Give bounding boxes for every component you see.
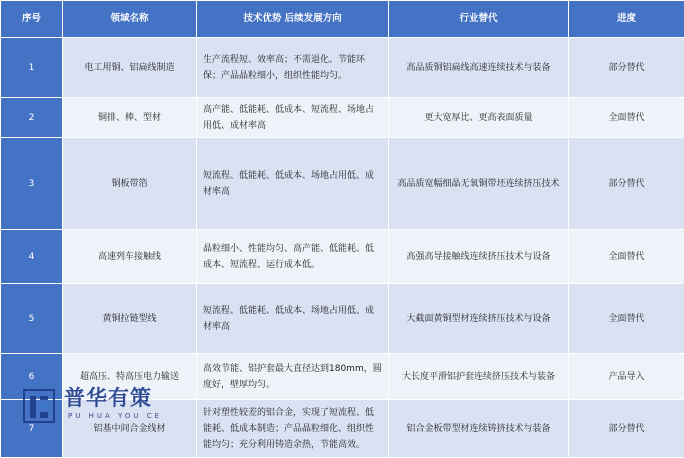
header-row: [1, 1, 684, 38]
row-progress: 部分替代: [569, 38, 684, 98]
row-advantage: 短流程、低能耗、低成本、场地占用低、成材率高: [197, 284, 389, 354]
row-progress: 全面替代: [569, 230, 684, 284]
header-replace: 行业替代: [389, 1, 569, 38]
row-replace: 高强高导接触线连续挤压技术与设备: [389, 230, 569, 284]
row-replace: 高品质铜铝扁线高速连续技术与装备: [389, 38, 569, 98]
logo-icon: [22, 386, 56, 426]
row-no: 1: [1, 38, 63, 98]
row-no: 2: [1, 98, 63, 138]
row-replace: 高品质宽幅细晶无氧铜带坯连续挤压技术: [389, 138, 569, 230]
watermark-name: 普华有策: [64, 382, 152, 412]
row-replace: 大截面黄铜型材连续挤压技术与设备: [389, 284, 569, 354]
row-field: 高速列车接触线: [63, 230, 197, 284]
row-field: 铝基中间合金线材: [63, 400, 197, 458]
row-field: 铜排、棒、型材: [63, 98, 197, 138]
row-field: 黄铜拉链型线: [63, 284, 197, 354]
row-advantage: 高效节能、铝护套最大直径达到180mm，圆度好，壁厚均匀。: [197, 354, 389, 400]
row-advantage: 晶粒细小、性能均匀、高产能、低能耗、低成本、短流程、运行成本低。: [197, 230, 389, 284]
row-field: 超高压、特高压电力输送: [63, 354, 197, 400]
row-advantage: 高产能、低能耗、低成本、短流程、场地占用低、成材率高: [197, 98, 389, 138]
row-progress: 部分替代: [569, 400, 684, 458]
table-row: [1, 284, 684, 354]
row-no: 7: [1, 400, 63, 458]
row-replace: 大长度平滑铝护套连续挤压技术与装备: [389, 354, 569, 400]
row-progress: 产品导入: [569, 354, 684, 400]
watermark-logo: [22, 382, 182, 438]
row-advantage: 短流程、低能耗、低成本、场地占用低、成材率高: [197, 138, 389, 230]
row-progress: 全面替代: [569, 284, 684, 354]
row-no: 5: [1, 284, 63, 354]
table-row: [1, 98, 684, 138]
row-field: 铜板带箔: [63, 138, 197, 230]
row-no: 3: [1, 138, 63, 230]
row-progress: 全面替代: [569, 98, 684, 138]
row-advantage: 针对塑性较差的铝合金，实现了短流程、低能耗、低成本制造；产品晶粒细化、组织性能均匀；充分利用铸造余热，节能高效。: [197, 400, 389, 458]
row-no: 6: [1, 354, 63, 400]
table-row: [1, 138, 684, 230]
table-row: [1, 38, 684, 98]
header-advantage: 技术优势 后续发展方向: [197, 1, 389, 38]
header-no: 序号: [1, 1, 63, 38]
row-replace: 更大宽厚比、更高表面质量: [389, 98, 569, 138]
row-progress: 部分替代: [569, 138, 684, 230]
row-replace: 铝合金板带型材连续铸挤技术与装备: [389, 400, 569, 458]
header-field: 领域名称: [63, 1, 197, 38]
header-progress: 进度: [569, 1, 684, 38]
table-row: [1, 230, 684, 284]
row-no: 4: [1, 230, 63, 284]
row-field: 电工用铜、铝扁线制造: [63, 38, 197, 98]
row-advantage: 生产流程短、效率高；不需退化、节能环保；产品晶粒细小，组织性能均匀。: [197, 38, 389, 98]
watermark-subtitle: PU HUA YOU CE: [68, 412, 162, 420]
